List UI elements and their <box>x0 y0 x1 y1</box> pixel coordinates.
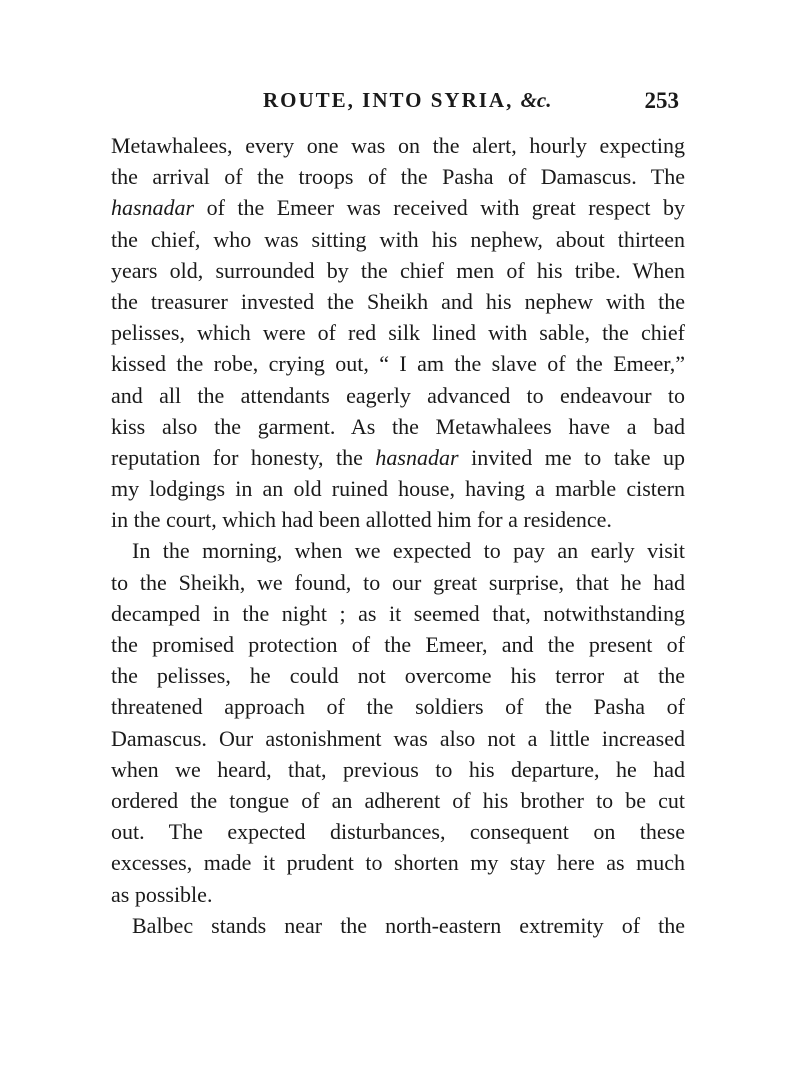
text-segment: years old, surrounded by the chief men of his tribe. When <box>111 257 685 283</box>
text-segment: my lodgings in an old ruined house, having a marble cistern <box>111 476 685 502</box>
text-line <box>111 442 685 473</box>
text-segment: the pelisses, he could not overcome his terror at the <box>111 663 685 689</box>
text-segment: and all the attendants eagerly advanced to endeavour to <box>111 382 685 408</box>
page-number: 253 <box>644 88 679 113</box>
text-line <box>111 785 685 816</box>
text-segment: Balbec stands near the north-eastern extremity of the <box>132 912 685 938</box>
running-head <box>111 88 679 122</box>
text-line <box>111 754 685 785</box>
text-segment: threatened approach of the soldiers of the Pasha of <box>111 694 685 720</box>
text-line <box>111 879 685 910</box>
text-segment: Metawhalees, every one was on the alert, hourly expecting <box>111 133 685 158</box>
running-title: ROUTE, INTO SYRIA, &c. <box>263 88 552 112</box>
italic-term: hasnadar <box>375 444 459 470</box>
text-line <box>111 567 685 598</box>
text-line <box>111 691 685 722</box>
text-line <box>111 317 685 348</box>
text-line <box>111 816 685 847</box>
text-line <box>111 629 685 660</box>
text-segment: In the morning, when we expected to pay an early visit <box>132 538 685 564</box>
text-line <box>111 130 685 161</box>
text-segment: the promised protection of the Emeer, and the present of <box>111 632 685 657</box>
text-line <box>111 411 685 442</box>
text-line <box>111 723 685 754</box>
text-segment: the arrival of the troops of the Pasha of Damascus. The <box>111 164 685 190</box>
text-segment: invited me to take up <box>458 444 686 470</box>
text-segment: kissed the robe, crying out, “ I am the slave of the Emeer,” <box>111 351 685 377</box>
text-segment: the treasurer invested the Sheikh and his nephew with the <box>111 288 685 314</box>
text-segment: reputation for honesty, the <box>111 444 376 470</box>
text-segment: kiss also the garment. As the Metawhalees have a bad <box>111 413 685 439</box>
text-segment: as possible. <box>111 881 213 907</box>
running-title-italic: &c. <box>520 88 552 112</box>
text-line <box>111 286 685 317</box>
body-text <box>111 130 685 941</box>
text-segment: ordered the tongue of an adherent of his brother to be cut <box>111 787 685 813</box>
text-line <box>111 473 685 504</box>
text-segment: of the Emeer was received with great respect by <box>194 195 685 221</box>
text-segment: in the court, which had been allotted him for a residence. <box>111 507 612 533</box>
text-line <box>111 348 685 379</box>
text-segment: excesses, made it prudent to shorten my stay here as much <box>111 850 685 876</box>
text-segment: pelisses, which were of red silk lined with sable, the chief <box>111 320 685 346</box>
text-segment: when we heard, that, previous to his departure, he had <box>111 756 685 782</box>
text-line <box>111 910 685 941</box>
text-line <box>111 535 685 566</box>
text-line <box>111 847 685 878</box>
text-line <box>111 192 685 223</box>
text-segment: the chief, who was sitting with his nephew, about thirteen <box>111 226 685 252</box>
text-segment: out. The expected disturbances, consequent on these <box>111 819 685 845</box>
text-line <box>111 504 685 535</box>
text-line <box>111 255 685 286</box>
text-segment: decamped in the night ; as it seemed that, notwithstanding <box>111 600 685 626</box>
text-segment: Damascus. Our astonishment was also not a little increased <box>111 725 685 751</box>
text-line <box>111 380 685 411</box>
text-segment: to the Sheikh, we found, to our great surprise, that he had <box>111 569 685 595</box>
text-line <box>111 598 685 629</box>
italic-term: hasnadar <box>111 195 195 221</box>
text-line <box>111 660 685 691</box>
text-line <box>111 161 685 192</box>
text-line <box>111 224 685 255</box>
